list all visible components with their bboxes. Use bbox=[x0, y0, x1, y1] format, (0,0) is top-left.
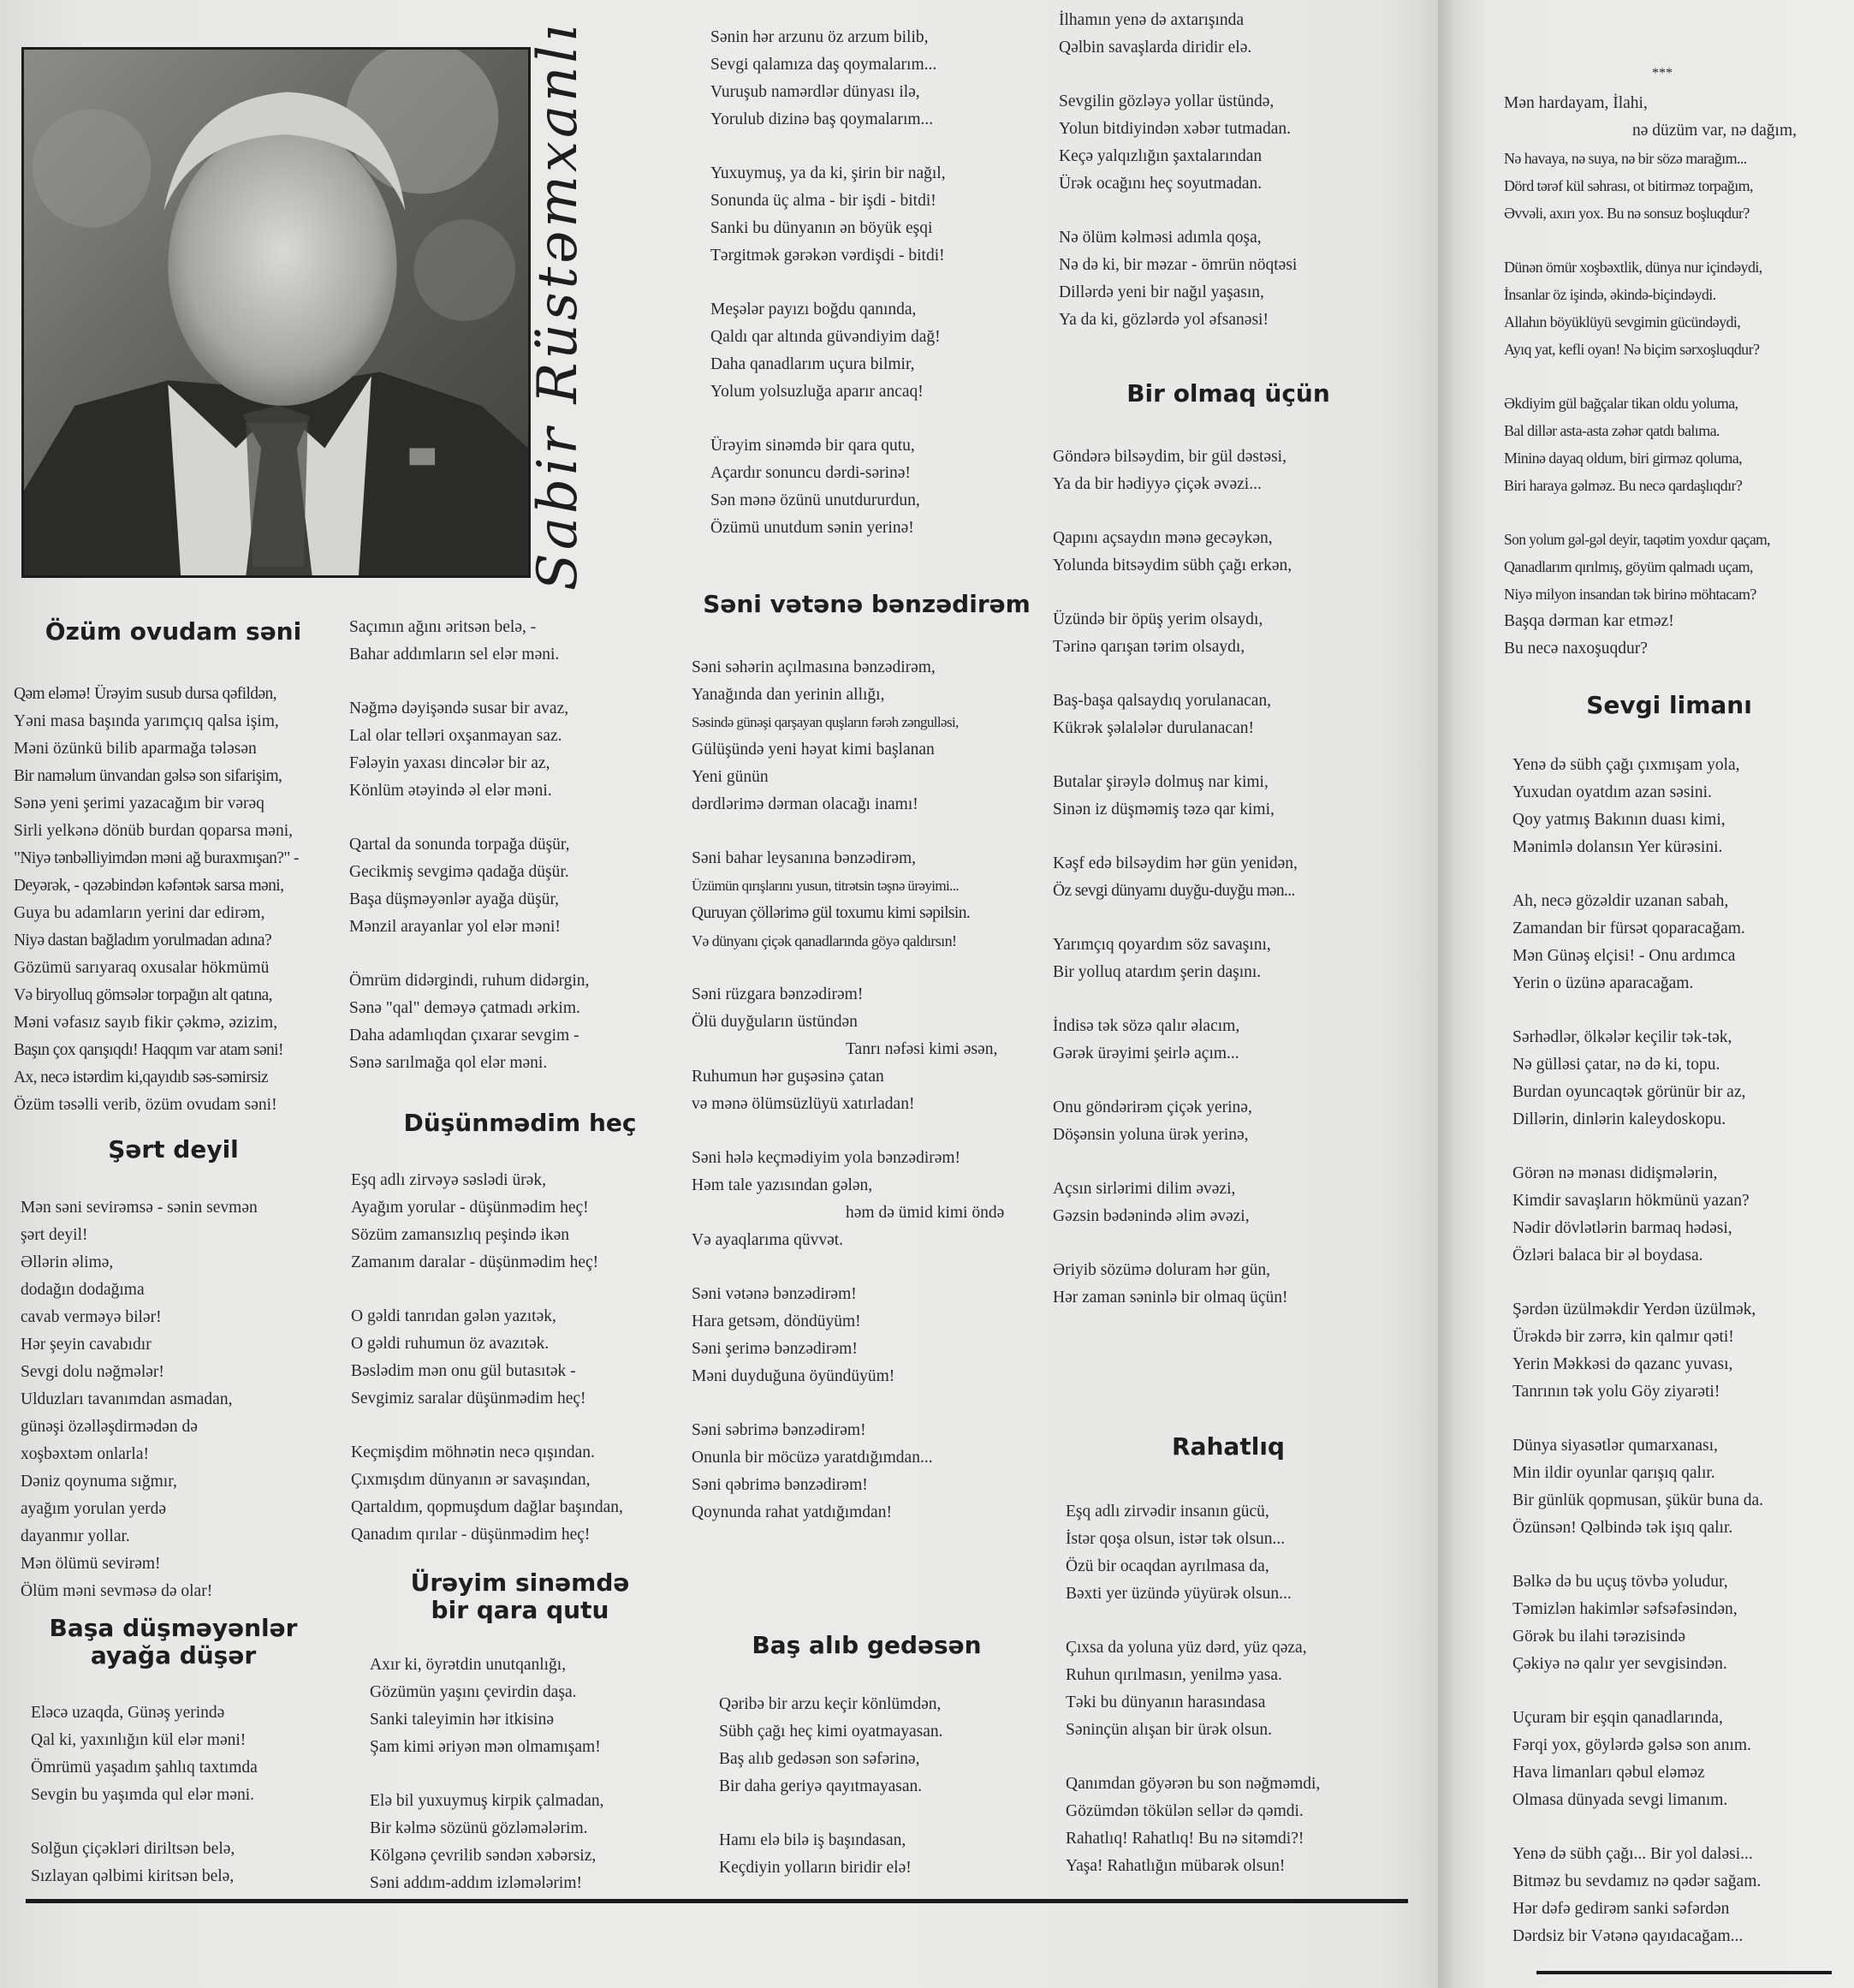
poem-line: Mən ölümü sevirəm! bbox=[21, 1555, 161, 1573]
poem-line: Məni vəfasız sayıb fikir çəkmə, əzizim, bbox=[14, 1014, 278, 1032]
poem-line: Çəkiyə nə qalır yer sevgisindən. bbox=[1512, 1655, 1727, 1673]
poem-line: Olmasa dünyada sevgi limanım. bbox=[1512, 1791, 1728, 1809]
poem-line: Qəribə bir arzu keçir könlümdən, bbox=[719, 1695, 942, 1713]
poem-line: Ya da ki, gözlərdə yol əfsanəsi! bbox=[1059, 311, 1269, 329]
poem-line: Qartal da sonunda torpağa düşür, bbox=[349, 836, 570, 854]
poem-title-line: ayağa düşər bbox=[90, 1641, 257, 1670]
poem-line: Qanımdan göyərən bu son nəğməmdi, bbox=[1066, 1775, 1321, 1793]
poem-title: Sevgi limanı bbox=[1586, 691, 1752, 719]
poem-line: Görək bu ilahi tərəzisində bbox=[1512, 1628, 1685, 1646]
poem-line: Gərək ürəyimi şeirlə açım... bbox=[1053, 1045, 1239, 1062]
poem-body bbox=[21, 1194, 258, 1632]
poem-body bbox=[14, 681, 299, 1146]
poem-line: Son yolum gəl-gəl deyir, taqətim yoxdur qaçam, bbox=[1504, 531, 1770, 548]
poem-line: Qal ki, yaxınlığın kül elər məni! bbox=[31, 1731, 247, 1749]
poem-line: Şam kimi əriyən mən olmamışam! bbox=[370, 1738, 601, 1756]
poem-line: Hər şeyin cavabıdır bbox=[21, 1336, 152, 1354]
poem-line: Onunla bir möcüzə yaratdığımdan... bbox=[692, 1449, 933, 1467]
poem-line: Görən nə mənası didişmələrin, bbox=[1512, 1164, 1718, 1182]
poem-line: Bitməz bu sevdamız nə qədər sağam. bbox=[1512, 1872, 1762, 1890]
poem-line: Səsində günəşi qarşayan quşların fərəh zəngulləsi, bbox=[692, 714, 959, 730]
poem-line: Qoynunda rahat yatdığımdan! bbox=[692, 1503, 892, 1521]
poem-line: Ürəkdə bir zərrə, kin qalmır qəti! bbox=[1512, 1328, 1734, 1346]
poem-line: dayanmır yollar. bbox=[21, 1527, 130, 1545]
poem-line: Qanadlarım qırılmış, göyüm qalmadı uçam, bbox=[1504, 558, 1753, 575]
poem-line: Özünsən! Qəlbində tək işıq qalır. bbox=[1512, 1519, 1733, 1537]
poem-line: Mən səni sevirəmsə - sənin sevmən bbox=[21, 1199, 258, 1217]
poem-line: günəşi özəlləşdirmədən də bbox=[21, 1418, 198, 1436]
poem-line: Yenə də sübh çağı çıxmışam yola, bbox=[1512, 756, 1740, 774]
poem-line: Eşq adlı zirvəyə səslədi ürək, bbox=[351, 1171, 546, 1189]
poem-line: Ömrümü yaşadım şahlıq taxtımda bbox=[31, 1759, 258, 1777]
poem-line: Səni səhərin açılmasına bənzədirəm, bbox=[692, 658, 936, 676]
poem-line: Mənzil arayanlar yol elər məni! bbox=[349, 918, 561, 936]
poem-body bbox=[710, 24, 946, 568]
poem-line: Sən mənə özünü unutdururdun, bbox=[710, 491, 920, 509]
poem-line: Döşənsin yoluna ürək yerinə, bbox=[1053, 1126, 1249, 1144]
poem-line: Sözüm zamansızlıq peşində ikən bbox=[351, 1226, 570, 1244]
poem-line: Həm tale yazısından gələn, bbox=[692, 1176, 873, 1194]
poem-title: Şərt deyil bbox=[108, 1135, 239, 1164]
poem-body bbox=[349, 614, 589, 1104]
poem-title: Bir olmaq üçün bbox=[1126, 379, 1330, 408]
poem-line: Və ayaqlarıma qüvvət. bbox=[692, 1231, 844, 1249]
poem-body bbox=[1066, 1498, 1320, 1907]
poem-line: Keçdiyin yolların biridir elə! bbox=[719, 1859, 912, 1877]
poem-line: Keçmişdim möhnətin necə qışından. bbox=[351, 1443, 595, 1461]
poem-title bbox=[342, 1569, 698, 1624]
poem-line: Təmizlən hakimlər səfsəfəsindən, bbox=[1512, 1600, 1738, 1618]
poem-line: Bu necə naxoşuqdur? bbox=[1504, 640, 1648, 658]
poem-line: Səni qəbrimə bənzədirəm! bbox=[692, 1476, 868, 1494]
poem-line: Nə ölüm kəlməsi adımla qoşa, bbox=[1059, 229, 1262, 247]
poem-line: Ölü duyğuların üstündən bbox=[692, 1013, 858, 1031]
poem-line: Gözümü sarıyaraq oxusalar hökmümü bbox=[14, 959, 270, 977]
poem-line: Mən hardayam, İlahi, bbox=[1504, 94, 1648, 112]
poem-line: ayağım yorulan yerdə bbox=[21, 1500, 167, 1518]
poem-line: Başın çox qarışıqdı! Haqqım var atam səni! bbox=[14, 1041, 283, 1059]
poem-line: Min ildir oyunlar qarışıq qalır. bbox=[1512, 1464, 1715, 1482]
poem-line: "Niyə tənbəlliyimdən məni ağ buraxmışan?" - bbox=[14, 849, 299, 867]
poem-title: Rahatlıq bbox=[1172, 1432, 1285, 1461]
poem-line: Gülüşündə yeni həyat kimi başlanan bbox=[692, 741, 935, 759]
poem-line: Yaşa! Rahatlığın mübarək olsun! bbox=[1066, 1857, 1286, 1875]
poem-line: Elə bil yuxuymuş kirpik çalmadan, bbox=[370, 1792, 604, 1810]
poem-line: Gözümdən tökülən sellər də qəmdi. bbox=[1066, 1802, 1304, 1820]
poem-body bbox=[370, 1652, 604, 1924]
poem-line: Sevgilin gözləyə yollar üstündə, bbox=[1059, 92, 1275, 110]
poem-line: Sonunda üç alma - bir işdi - bitdi! bbox=[710, 192, 936, 210]
poem-line: Mən Günəş elçisi! - Onu ardımca bbox=[1512, 947, 1736, 965]
poem-line: Özümü unutdum sənin yerinə! bbox=[710, 519, 914, 537]
poem-title-line: bir qara qutu bbox=[431, 1596, 609, 1624]
poem-line: Niyə milyon insandan tək birinə möhtacam? bbox=[1504, 586, 1756, 603]
poem-line: Zamandan bir fürsət qoparacağam. bbox=[1512, 920, 1745, 937]
poem-line: Tərgitmək gərəkən vərdişdi - bitdi! bbox=[710, 247, 945, 265]
poem-line: Ah, necə gözəldir uzanan sabah, bbox=[1512, 892, 1729, 910]
poem-line: Səni səbrimə bənzədirəm! bbox=[692, 1421, 866, 1439]
poem-line: Özləri balaca bir əl boydasa. bbox=[1512, 1247, 1703, 1265]
poem-line: Əkdiyim gül bağçalar tikan oldu yoluma, bbox=[1504, 395, 1738, 412]
poem-line: Mininə dayaq oldum, biri girməz qoluma, bbox=[1504, 449, 1743, 467]
poem-line: Onu göndərirəm çiçək yerinə, bbox=[1053, 1098, 1252, 1116]
poem-line: Yəni masa başında yarımçıq qalsa işim, bbox=[14, 712, 279, 730]
poem-line: İstər qoşa olsun, istər tək olsun... bbox=[1066, 1530, 1286, 1548]
poem-title: Baş alıb gedəsən bbox=[752, 1631, 982, 1659]
poem-line: Göndərə bilsəydim, bir gül dəstəsi, bbox=[1053, 448, 1287, 466]
poem-line: Nə gülləsi çatar, nə də ki, topu. bbox=[1512, 1056, 1720, 1074]
poem-line: Çıxmışdım dünyanın ər savaşından, bbox=[351, 1471, 591, 1489]
poem-line: Burdan oyuncaqtək görünür bir az, bbox=[1512, 1083, 1746, 1101]
poem-line: Ölüm məni sevməsə də olar! bbox=[21, 1582, 213, 1600]
poem-line: Kölgənə çevrilib səndən xəbərsiz, bbox=[370, 1847, 597, 1865]
section-stars: *** bbox=[1652, 66, 1673, 80]
poem-line: Qoy yatmış Bakının duası kimi, bbox=[1512, 811, 1726, 829]
poem-line: Qaldı qar altında güvəndiyim dağ! bbox=[710, 328, 941, 346]
poem-line: Sənə sarılmağa qol elər məni. bbox=[349, 1054, 548, 1072]
poem-title-line: Ürəyim sinəmdə bbox=[410, 1568, 630, 1597]
poem-line: Lal olar telləri oxşanmayan saz. bbox=[349, 727, 562, 745]
bottom-rule-right bbox=[1536, 1971, 1832, 1974]
poem-line: Bir günlük qopmusan, şükür buna da. bbox=[1512, 1491, 1764, 1509]
poem-line: Ya da bir hədiyyə çiçək əvəzi... bbox=[1053, 475, 1262, 493]
poem-line: Yeni günün bbox=[692, 768, 769, 786]
poem-line: Sanki bu dünyanın ən böyük eşqi bbox=[710, 219, 933, 237]
poem-line: Kimdir savaşların hökmünü yazan? bbox=[1512, 1192, 1750, 1210]
poem-line: Ayıq yat, kefli oyan! Nə biçim sərxoşluqdur? bbox=[1504, 341, 1760, 358]
poem-line: Bir naməlum ünvandan gəlsə son sifarişim, bbox=[14, 767, 282, 785]
poem-line: Özü bir ocaqdan ayrılmasa da, bbox=[1066, 1557, 1269, 1575]
poem-line: Sevgimiz saralar düşünmədim heç! bbox=[351, 1390, 586, 1408]
poem-line: Axır ki, öyrətdin unutqanlığı, bbox=[370, 1656, 567, 1674]
poem-line: Daha qanadlarım uçura bilmir, bbox=[710, 355, 915, 373]
poem-line: Zamanım daralar - düşünmədim heç! bbox=[351, 1253, 599, 1271]
poem-line: Ömrüm didərgindi, ruhum didərgin, bbox=[349, 972, 590, 990]
poem-line: Və dünyanı çiçək qanadlarında göyə qaldırsın! bbox=[692, 932, 957, 949]
poem-line: Qartaldım, qopmuşdum dağlar başından, bbox=[351, 1498, 623, 1516]
poem-line: Bir daha geriyə qayıtmayasan. bbox=[719, 1777, 923, 1795]
poem-line: Yolun bitdiyindən xəbər tutmadan. bbox=[1059, 120, 1291, 138]
poem-line: Ruhun qırılmasın, yenilmə yasa. bbox=[1066, 1666, 1282, 1684]
poem-line: Qapını açsaydın mənə gecəykən, bbox=[1053, 529, 1273, 547]
poem-line: Bəxti yer üzündə yüyürək olsun... bbox=[1066, 1585, 1292, 1603]
poem-line: Dillərin, dinlərin kaleydoskopu. bbox=[1512, 1110, 1726, 1128]
poem-line: cavab verməyə bilər! bbox=[21, 1308, 162, 1326]
poem-line: Ruhumun hər guşəsinə çatan bbox=[692, 1068, 884, 1086]
poem-line: Başqa dərman kar etməz! bbox=[1504, 612, 1674, 630]
author-photo bbox=[21, 47, 531, 578]
poem-line: O gəldi tanrıdan gələn yazıtək, bbox=[351, 1307, 556, 1325]
poem-line: Sənə yeni şerimi yazacağım bir vərəq bbox=[14, 795, 264, 812]
poem-line: Səni hələ keçmədiyim yola bənzədirəm! bbox=[692, 1149, 961, 1167]
poem-line: Bir kəlmə sözünü gözləmələrim. bbox=[370, 1819, 588, 1837]
poem-line: Gözümün yaşını çevirdin daşa. bbox=[370, 1683, 577, 1701]
poem-line: Eşq adlı zirvədir insanın gücü, bbox=[1066, 1503, 1269, 1521]
poem-line: Butalar şirəylə dolmuş nar kimi, bbox=[1053, 773, 1269, 791]
poem-line: Gecikmiş sevgimə qadağa düşür. bbox=[349, 863, 569, 881]
poem-line: Sübh çağı heç kimi oyatmayasan. bbox=[719, 1723, 943, 1741]
poem-line: Saçımın ağını əritsən belə, - bbox=[349, 618, 537, 636]
poem-line: O gəldi ruhumun öz avazıtək. bbox=[351, 1335, 550, 1353]
poem-line: Tanrının tək yolu Göy ziyarəti! bbox=[1512, 1383, 1720, 1401]
poem-line: dərdlərimə dərman olacağı inamı! bbox=[692, 795, 918, 813]
poem-line: Əvvəli, axırı yox. Bu nə sonsuz boşluqdur? bbox=[1504, 205, 1750, 222]
poem-title: Düşünmədim heç bbox=[403, 1109, 637, 1137]
poem-line: Mənimlə dolansın Yer kürəsini. bbox=[1512, 838, 1723, 856]
poem-line: Bal dillər asta-asta zəhər qatdı balıma. bbox=[1504, 422, 1720, 439]
poem-line: Ulduzları tavanımdan asmadan, bbox=[21, 1390, 233, 1408]
poem-title bbox=[9, 1615, 338, 1670]
poem-line: İndisə tək sözə qalır əlacım, bbox=[1053, 1017, 1240, 1035]
poem-line: Gəzsin bədənində əlim əvəzi, bbox=[1053, 1207, 1250, 1225]
poem-body bbox=[1053, 443, 1298, 1338]
poem-line: Dəniz qoynuma sığmır, bbox=[21, 1473, 177, 1491]
poem-line: Kükrək şəlalələr durulanacan! bbox=[1053, 719, 1254, 737]
poem-line: Hər dəfə gedirəm sanki səfərdən bbox=[1512, 1900, 1730, 1918]
poem-line: Bəlkə də bu uçuş tövbə yoludur, bbox=[1512, 1573, 1728, 1591]
poem-line: Dillərdə yeni bir nağıl yaşasın, bbox=[1059, 283, 1264, 301]
poem-title-line: Başa düşməyənlər bbox=[49, 1614, 298, 1642]
poem-line: Allahın böyüklüyü sevgimin gücündəydi, bbox=[1504, 313, 1741, 330]
poem-body bbox=[31, 1699, 258, 1917]
poem-line: Bir yolluq atardım şerin daşını. bbox=[1053, 963, 1262, 981]
poem-line: Və biryolluq gömsələr torpağın alt qatına, bbox=[14, 986, 272, 1004]
poem-line: Sərhədlər, ölkələr keçilir tək-tək, bbox=[1512, 1028, 1732, 1046]
poem-line: Nə də ki, bir məzar - ömrün nöqtəsi bbox=[1059, 256, 1298, 274]
poem-line: Yanağında dan yerinin allığı, bbox=[692, 686, 885, 704]
poem-line: Ax, necə istərdim ki,qayıdıb səs-səmirsiz bbox=[14, 1068, 269, 1086]
poem-line: Səni bahar leysanına bənzədirəm, bbox=[692, 849, 917, 867]
poem-line: Vuruşub namərdlər dünyası ilə, bbox=[710, 83, 920, 101]
poem-line: Baş alıb gedəsən son səfərinə, bbox=[719, 1750, 920, 1768]
poem-line: Fələyin yaxası dincələr bir az, bbox=[349, 754, 550, 772]
poem-line: Əllərin əlimə, bbox=[21, 1253, 114, 1271]
poem-line: Üzümün qırışlarını yusun, titrətsin təşnə ürəyimi... bbox=[692, 878, 960, 894]
poem-line: Eləcə uzaqda, Günəş yerində bbox=[31, 1704, 225, 1722]
poem-line: Sənə "qal" deməyə çatmadı ərkim. bbox=[349, 999, 580, 1017]
poem-line: xoşbəxtəm onlarla! bbox=[21, 1445, 149, 1463]
poem-line: Hara getsəm, döndüyüm! bbox=[692, 1312, 861, 1330]
poem-line: Məni özünkü bilib aparmağa tələsən bbox=[14, 740, 257, 758]
poem-line: İlhamın yenə də axtarışında bbox=[1059, 11, 1245, 29]
poem-line: Daha adamlıqdan çıxarar sevgim - bbox=[349, 1027, 579, 1045]
poem-line: Yenə də sübh çağı... Bir yol daləsi... bbox=[1512, 1845, 1753, 1863]
poem-line: Yerin Məkkəsi də qazanc yuvası, bbox=[1512, 1355, 1733, 1373]
poem-line: Dünya siyasətlər qumarxanası, bbox=[1512, 1437, 1718, 1455]
poem-line: Yolunda bitsəydim sübh çağı erkən, bbox=[1053, 557, 1292, 574]
poem-body bbox=[351, 1167, 623, 1575]
poem-line: Ayağım yorular - düşünmədim heç! bbox=[351, 1199, 589, 1217]
poem-line: Qəm eləmə! Ürəyim susub dursa qəfildən, bbox=[14, 685, 276, 703]
poem-line: Səni vətənə bənzədirəm! bbox=[692, 1285, 857, 1303]
poem-line: Sızlayan qəlbimi kiritsən belə, bbox=[31, 1867, 235, 1885]
poem-line: Nəğmə dəyişəndə susar bir avaz, bbox=[349, 699, 569, 717]
poem-line: Sevgin bu yaşımda qul elər məni. bbox=[31, 1786, 255, 1804]
poem-line: Səni addım-addım izləmələrim! bbox=[370, 1874, 583, 1892]
poem-line: Dünən ömür xoşbəxtlik, dünya nur içindəydi, bbox=[1504, 259, 1762, 276]
poem-line: Bahar addımların sel elər məni. bbox=[349, 646, 560, 664]
poem-line: Kəşf edə bilsəydim hər gün yenidən, bbox=[1053, 854, 1298, 872]
poem-line: Ürəyim sinəmdə bir qara qutu, bbox=[710, 437, 915, 455]
poem-line: Yuxuymuş, ya da ki, şirin bir nağıl, bbox=[710, 164, 946, 182]
poem-line: Sinən iz düşməmiş təzə qar kimi, bbox=[1053, 801, 1275, 818]
poem-line: həm də ümid kimi öndə bbox=[846, 1204, 1005, 1222]
poem-line: Hamı elə bilə iş başındasan, bbox=[719, 1831, 906, 1849]
poem-line: Meşələr payızı boğdu qanında, bbox=[710, 301, 917, 318]
poem-line: Üzündə bir öpüş yerim olsaydı, bbox=[1053, 610, 1263, 628]
poem-line: Başa düşməyənlər ayağa düşür, bbox=[349, 890, 560, 908]
author-name: Sabir Rüstəmxanlı bbox=[526, 21, 590, 591]
poem-line: Qanadım qırılar - düşünmədim heç! bbox=[351, 1526, 591, 1544]
poem-line: Deyərək, - qəzəbindən kəfəntək sarsa məni, bbox=[14, 877, 284, 895]
poem-body bbox=[692, 654, 1004, 1553]
poem-line: Könlüm ətəyində əl elər məni. bbox=[349, 782, 552, 800]
poem-line: Yarımçıq qoyardım söz savaşını, bbox=[1053, 936, 1271, 954]
poem-line: Şərdən üzülməkdir Yerdən üzülmək, bbox=[1512, 1301, 1756, 1318]
poem-line: Quruyan çöllərimə gül toxumu kimi səpilsin. bbox=[692, 904, 971, 922]
poem-line: Dərdsiz bir Vətənə qayıdacağam... bbox=[1512, 1927, 1744, 1945]
poem-line: Guya bu adamların yerini dar edirəm, bbox=[14, 904, 265, 922]
poem-line: Sənin hər arzunu öz arzum bilib, bbox=[710, 28, 929, 46]
author-portrait-image bbox=[24, 50, 528, 575]
poem-line: Yuxudan oyatdım azan səsini. bbox=[1512, 783, 1712, 801]
poem-line: Səni rüzgara bənzədirəm! bbox=[692, 985, 864, 1003]
poem-line: Biri haraya gəlməz. Bu necə qardaşlıqdır? bbox=[1504, 477, 1743, 494]
poem-line: Əriyib sözümə doluram hər gün, bbox=[1053, 1261, 1270, 1279]
poem-line: İnsanlar öz işində, əkində-biçindəydi. bbox=[1504, 286, 1716, 303]
poem-line: Özüm təsəlli verib, özüm ovudam səni! bbox=[14, 1096, 277, 1114]
poem-line: Səni şerimə bənzədirəm! bbox=[692, 1340, 858, 1358]
poem-line: dodağın dodağıma bbox=[21, 1281, 145, 1299]
poem-line: Yolum yolsuzluğa aparır ancaq! bbox=[710, 383, 924, 401]
poem-body bbox=[719, 1691, 943, 1908]
poem-line: Nə havaya, nə suya, nə bir sözə marağım... bbox=[1504, 150, 1747, 167]
poem-line: Öz sevgi dünyamı duyğu-duyğu mən... bbox=[1053, 882, 1295, 900]
poem-line: Qəlbin savaşlarda diridir elə. bbox=[1059, 39, 1252, 57]
poem-line: şərt deyil! bbox=[21, 1226, 88, 1244]
poem-line: Səninçün alışan bir ürək olsun. bbox=[1066, 1721, 1272, 1739]
poem-line: Açardır sonuncu dərdi-sərinə! bbox=[710, 464, 911, 482]
poem-line: Hava limanları qəbul eləməz bbox=[1512, 1764, 1705, 1782]
poem-line: və mənə ölümsüzlüyü xatırladan! bbox=[692, 1095, 915, 1113]
poem-line: Nədir dövlətlərin barmaq hədəsi, bbox=[1512, 1219, 1732, 1237]
poem-title: Özüm ovudam səni bbox=[45, 617, 302, 646]
poem-line: Sanki taleyimin hər itkisinə bbox=[370, 1711, 555, 1729]
poem-line: Rahatlıq! Rahatlıq! Bu nə sitəmdi?! bbox=[1066, 1830, 1304, 1848]
poem-body bbox=[1059, 7, 1297, 360]
poem-line: Tanrı nəfəsi kimi əsən, bbox=[846, 1040, 998, 1058]
poem-body bbox=[1504, 90, 1797, 689]
poem-line: Yerin o üzünə aparacağam. bbox=[1512, 974, 1694, 992]
poem-line: Məni duyduğuna öyündüyüm! bbox=[692, 1367, 895, 1385]
poem-line: Sevgi qalamıza daş qoymalarım... bbox=[710, 56, 937, 74]
bottom-rule bbox=[26, 1899, 1408, 1903]
poem-line: Solğun çiçəkləri diriltsən belə, bbox=[31, 1840, 235, 1858]
poem-line: Sirli yelkənə dönüb burdan qoparsa məni, bbox=[14, 822, 294, 840]
poem-line: Niyə dastan bağladım yorulmadan adına? bbox=[14, 932, 272, 949]
poem-line: nə düzüm var, nə dağım, bbox=[1632, 122, 1797, 140]
poem-line: Təki bu dünyanın harasındasa bbox=[1066, 1693, 1266, 1711]
poem-line: Yorulub dizinə baş qoymalarım... bbox=[710, 110, 934, 128]
poem-line: Uçuram bir eşqin qanadlarında, bbox=[1512, 1709, 1723, 1727]
poem-line: Sevgi dolu nəğmələr! bbox=[21, 1363, 164, 1381]
poem-line: Ürək ocağını heç soyutmadan. bbox=[1059, 175, 1263, 193]
poem-line: Tərinə qarışan tərim olsaydı, bbox=[1053, 638, 1245, 656]
poem-line: Keçə yalqızlığın şaxtalarından bbox=[1059, 147, 1263, 165]
poem-title: Səni vətənə bənzədirəm bbox=[703, 590, 1031, 618]
poem-line: Fərqi yox, göylərdə gəlsə son anım. bbox=[1512, 1736, 1751, 1754]
poem-line: Baş-başa qalsaydıq yorulanacan, bbox=[1053, 692, 1272, 710]
poem-body bbox=[1512, 752, 1763, 1977]
poem-line: Açsın sirlərimi dilim əvəzi, bbox=[1053, 1180, 1236, 1198]
poem-line: Çıxsa da yoluna yüz dərd, yüz qəza, bbox=[1066, 1639, 1307, 1657]
poem-line: Hər zaman səninlə bir olmaq üçün! bbox=[1053, 1289, 1288, 1306]
poem-line: Dörd tərəf kül səhrası, ot bitirməz torpağım, bbox=[1504, 177, 1753, 194]
poem-line: Bəslədim mən onu gül butasıtək - bbox=[351, 1362, 576, 1380]
